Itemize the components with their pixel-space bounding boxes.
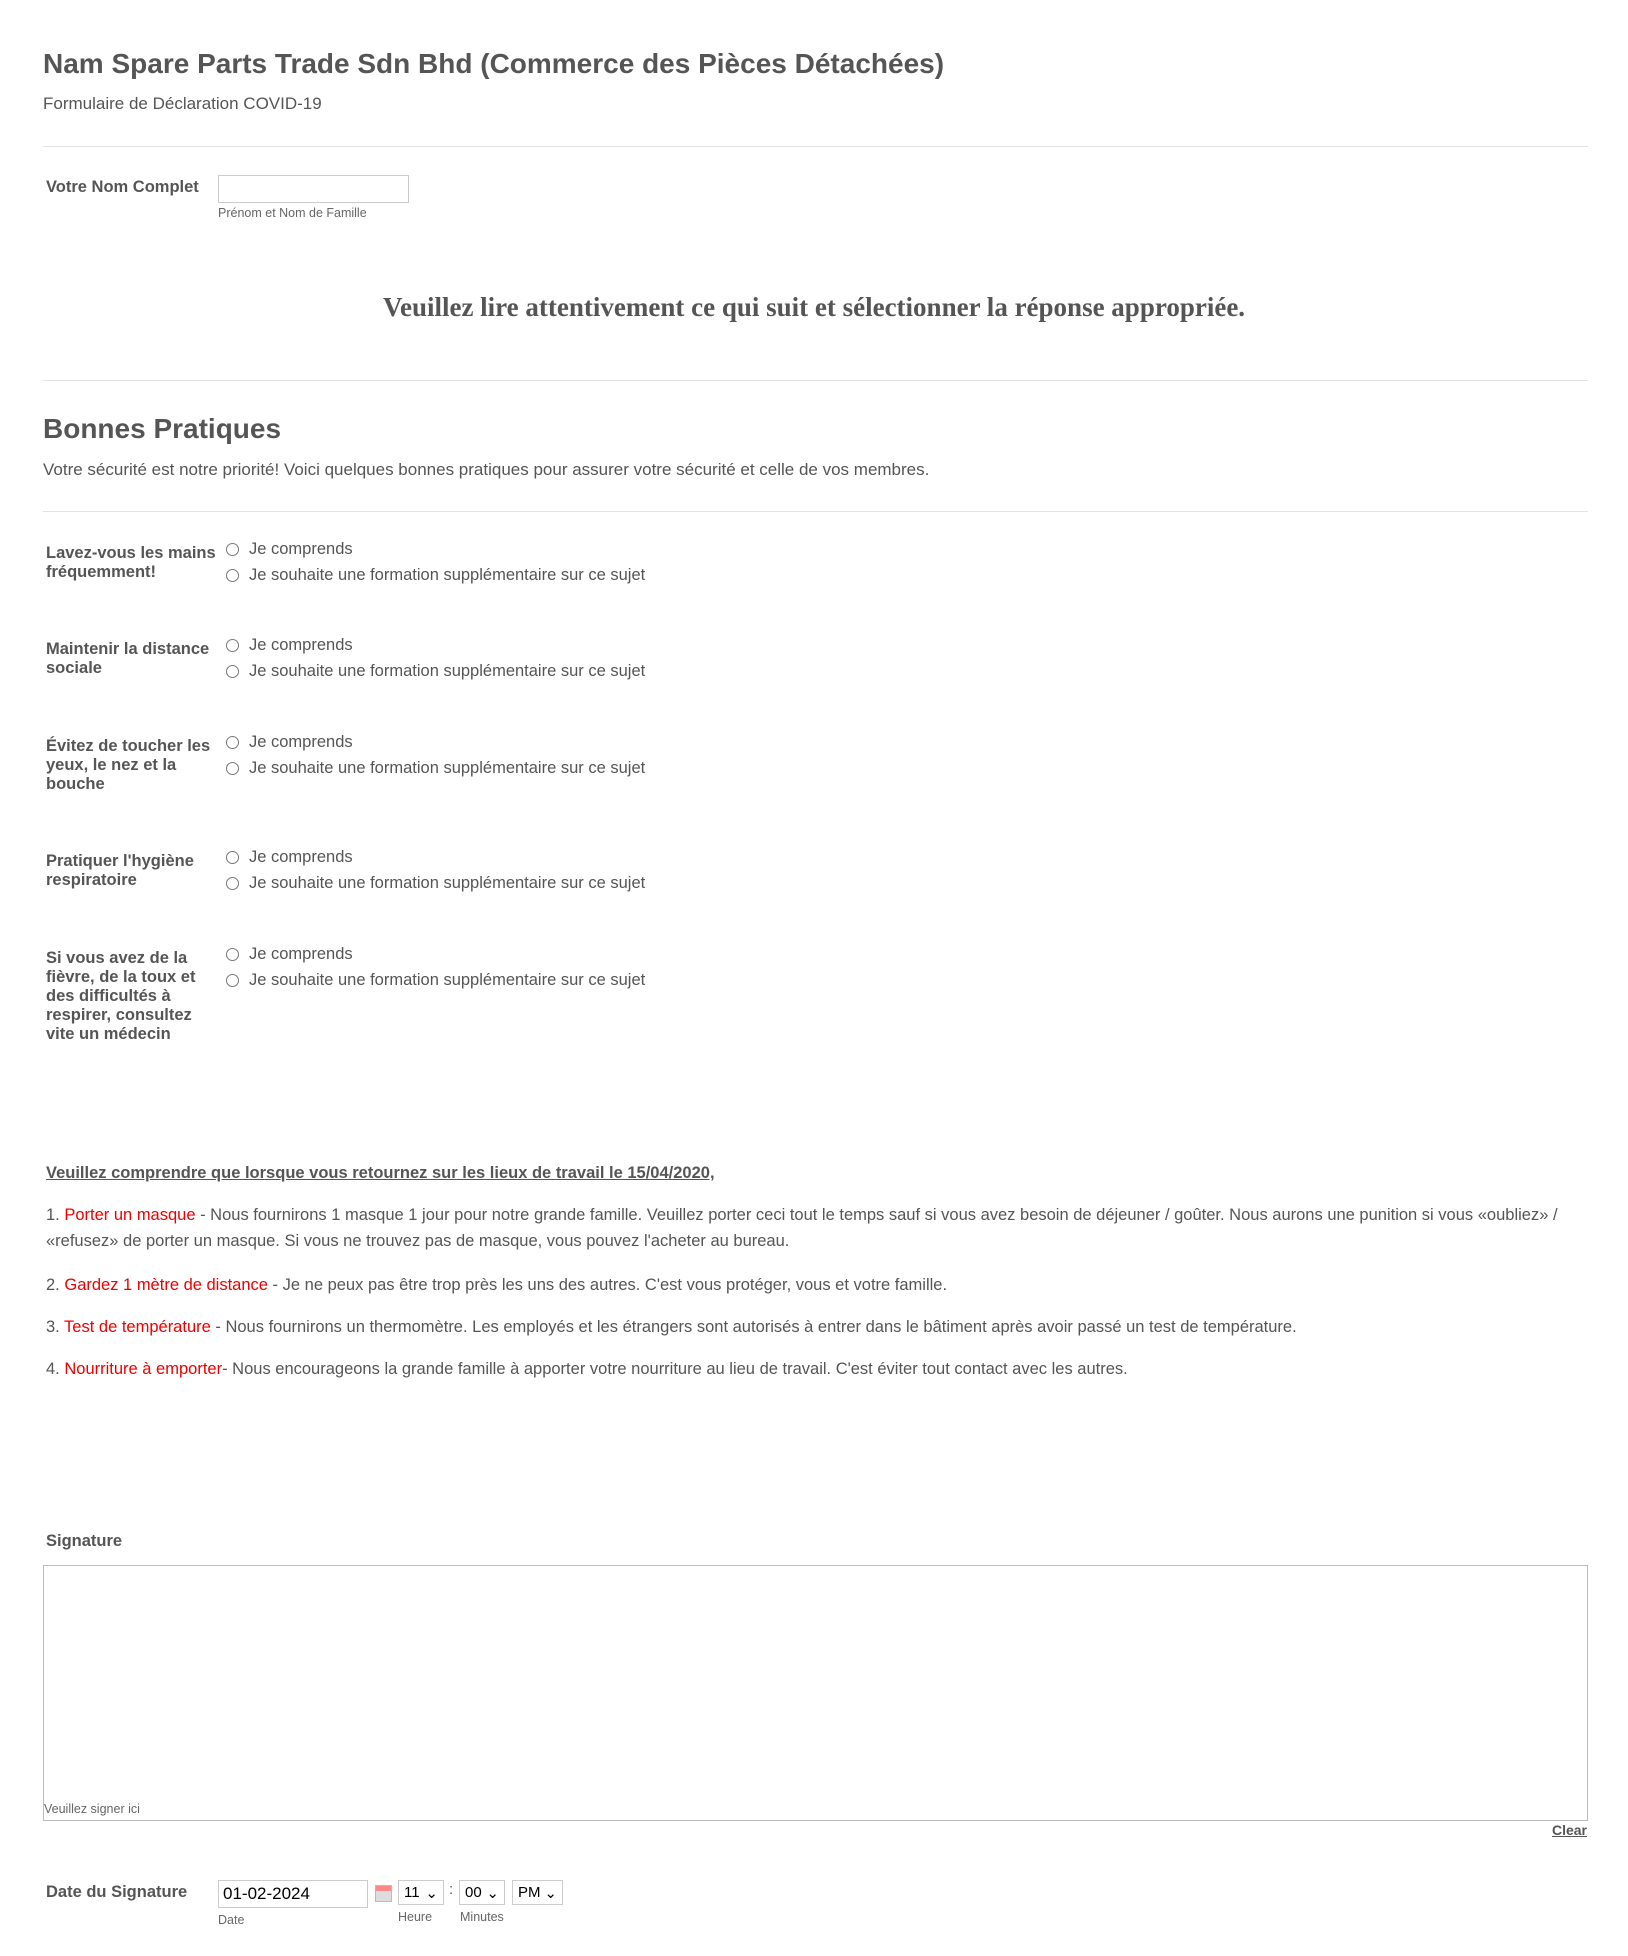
radio-option[interactable] (226, 566, 645, 585)
radio-option[interactable] (226, 759, 645, 778)
radio-option[interactable] (226, 733, 353, 752)
time-separator: : (449, 1881, 454, 1898)
date-sublabel: Date (218, 1913, 245, 1927)
ampm-value: PM (518, 1884, 541, 1901)
option-label: Je souhaite une formation supplémentaire sur ce sujet (249, 759, 646, 777)
chevron-down-icon: ⌄ (486, 1884, 499, 1902)
item-title: Gardez 1 mètre de distance (64, 1276, 268, 1294)
date-input[interactable] (218, 1880, 368, 1908)
item-title: Test de température (64, 1318, 211, 1336)
chevron-down-icon: ⌄ (425, 1884, 438, 1902)
option-label: Je comprends (249, 733, 353, 751)
instruction-item (46, 1356, 1591, 1382)
minute-select[interactable] (459, 1880, 505, 1905)
option-label: Je comprends (249, 848, 353, 866)
hour-select[interactable] (398, 1880, 444, 1905)
radio-button[interactable] (226, 665, 239, 678)
minute-sublabel: Minutes (460, 1910, 504, 1924)
instruction-item (46, 1202, 1591, 1254)
hour-value: 11 (404, 1884, 420, 1901)
item-number: 3. (46, 1318, 65, 1336)
instructions-heading: Veuillez comprendre que lorsque vous retournez sur les lieux de travail le 15/04/2020, (46, 1164, 715, 1182)
item-text: - Je ne peux pas être trop près les uns des autres. C'est vous protéger, vous et votre famille. (267, 1276, 948, 1294)
calendar-icon[interactable] (375, 1885, 392, 1902)
instruction-item (46, 1314, 1591, 1340)
signature-date-label: Date du Signature (46, 1883, 188, 1901)
radio-option[interactable] (226, 874, 645, 893)
section-description: Votre sécurité est notre priorité! Voici quelques bonnes pratiques pour assurer votre sécurité et celle de vos membres. (43, 460, 930, 479)
radio-button[interactable] (226, 639, 239, 652)
divider (43, 146, 1588, 147)
item-number: 4. (46, 1360, 65, 1378)
question-label: Évitez de toucher les yeux, le nez et la bouche (46, 737, 211, 793)
notice-heading: Veuillez lire attentivement ce qui suit et sélectionner la réponse appropriée. (382, 292, 1246, 322)
item-title: Porter un masque (64, 1206, 196, 1224)
item-number: 2. (46, 1276, 65, 1294)
full-name-input[interactable] (218, 175, 409, 203)
hour-sublabel: Heure (398, 1910, 433, 1924)
radio-option[interactable] (226, 945, 353, 964)
radio-button[interactable] (226, 877, 239, 890)
radio-button[interactable] (226, 569, 239, 582)
radio-button[interactable] (226, 543, 239, 556)
name-sublabel: Prénom et Nom de Famille (218, 206, 367, 220)
signature-label: Signature (46, 1532, 123, 1550)
radio-option[interactable] (226, 636, 353, 655)
radio-option[interactable] (226, 662, 645, 681)
signature-placeholder: Veuillez signer ici (44, 1802, 140, 1816)
radio-button[interactable] (226, 736, 239, 749)
divider (43, 380, 1588, 381)
radio-option[interactable] (226, 848, 353, 867)
option-label: Je souhaite une formation supplémentaire sur ce sujet (249, 566, 646, 584)
item-text: - Nous encourageons la grande famille à apporter votre nourriture au lieu de travail. C'est éviter tout contact avec les autres. (222, 1360, 1128, 1378)
radio-option[interactable] (226, 540, 353, 559)
chevron-down-icon: ⌄ (544, 1884, 557, 1902)
radio-button[interactable] (226, 851, 239, 864)
question-label: Si vous avez de la fièvre, de la toux et des difficultés à respirer, consultez vite un médecin (46, 949, 196, 1043)
signature-pad[interactable] (43, 1565, 1588, 1821)
item-number: 1. (46, 1206, 65, 1224)
option-label: Je souhaite une formation supplémentaire sur ce sujet (249, 874, 646, 892)
radio-button[interactable] (226, 948, 239, 961)
item-title: Nourriture à emporter (64, 1360, 223, 1378)
option-label: Je souhaite une formation supplémentaire sur ce sujet (249, 662, 646, 680)
clear-signature-button[interactable]: Clear (1551, 1822, 1587, 1838)
instruction-item (46, 1272, 1591, 1298)
option-label: Je comprends (249, 636, 353, 654)
minute-value: 00 (465, 1884, 482, 1901)
question-label: Pratiquer l'hygiène respiratoire (46, 852, 194, 889)
item-text: - Nous fournirons un thermomètre. Les employés et les étrangers sont autorisés à entrer dans le bâtiment après avoir passé un test de température. (210, 1318, 1297, 1336)
page-title: Nam Spare Parts Trade Sdn Bhd (Commerce des Pièces Détachées) (43, 48, 945, 79)
option-label: Je souhaite une formation supplémentaire sur ce sujet (249, 971, 646, 989)
option-label: Je comprends (249, 945, 353, 963)
question-label: Maintenir la distance sociale (46, 640, 210, 677)
radio-button[interactable] (226, 974, 239, 987)
page-subtitle: Formulaire de Déclaration COVID-19 (43, 94, 322, 113)
radio-button[interactable] (226, 762, 239, 775)
section-title: Bonnes Pratiques (43, 413, 282, 444)
question-label: Lavez-vous les mains fréquemment! (46, 544, 216, 581)
option-label: Je comprends (249, 540, 353, 558)
divider (43, 511, 1588, 512)
item-text: - Nous fournirons 1 masque 1 jour pour notre grande famille. Veuillez porter ceci tout le temps sauf si vous avez besoin de déjeuner / goûter. Nous aurons une punition si vous «oubliez» / «refusez» de porter un masque. Si vous ne trouvez pas de masque, vous pouvez l'acheter au bureau. (46, 1206, 1558, 1250)
radio-option[interactable] (226, 971, 645, 990)
ampm-select[interactable] (512, 1880, 563, 1905)
name-label: Votre Nom Complet (46, 178, 199, 196)
